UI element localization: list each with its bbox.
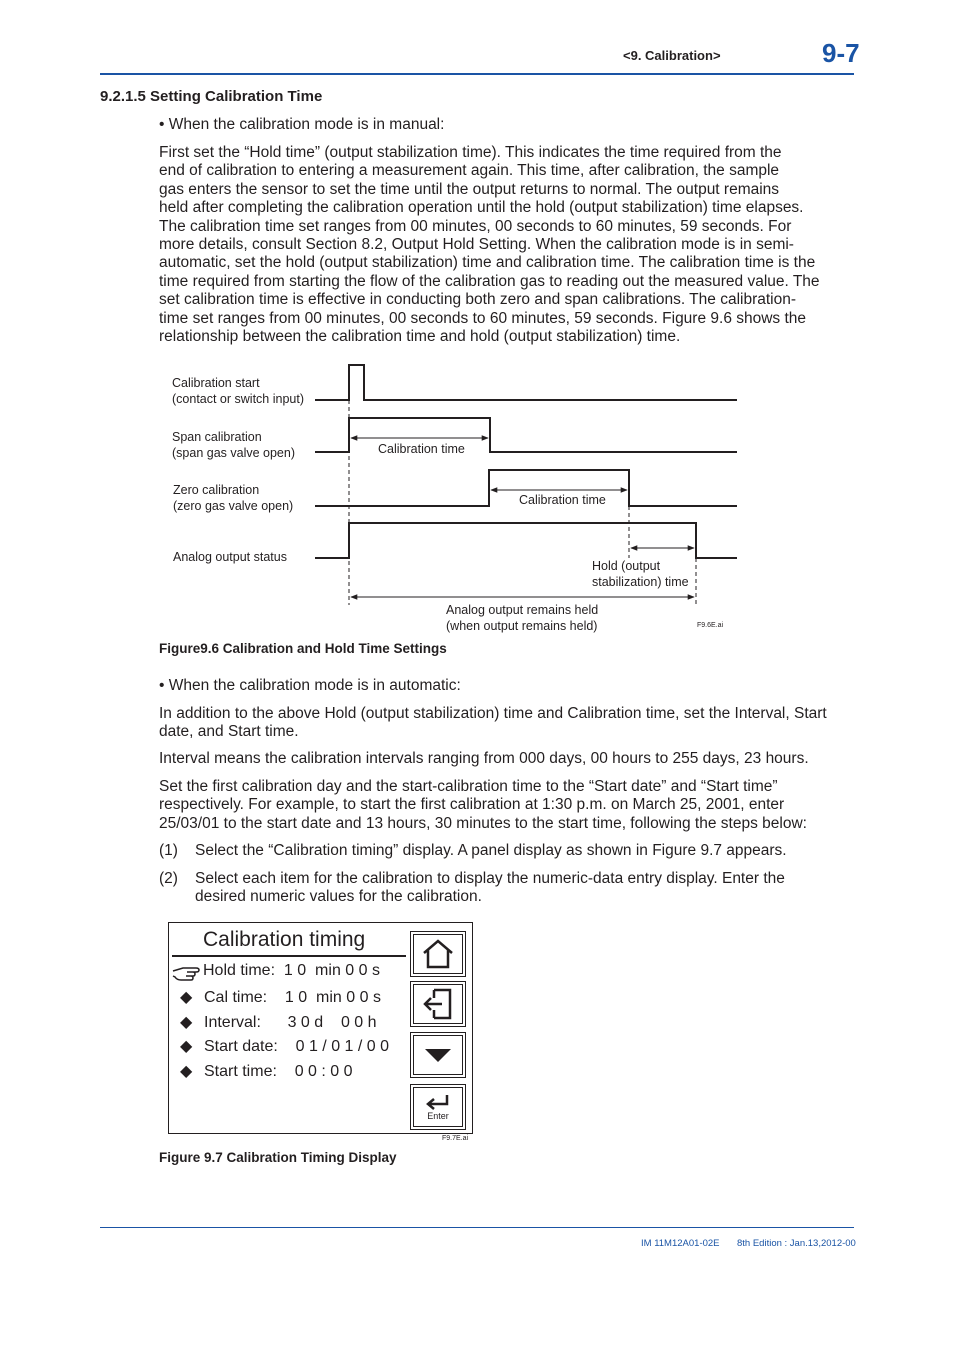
label-line: Analog output remains held xyxy=(446,603,599,617)
row-label: Cal time: xyxy=(204,989,281,1006)
step-number: (1) xyxy=(159,842,178,859)
start-time-row[interactable] xyxy=(180,1061,405,1081)
label-line: stabilization) time xyxy=(592,575,689,589)
footer-rule xyxy=(100,1227,854,1228)
label-line: (span gas valve open) xyxy=(172,446,295,460)
span-time-label: Calibration time xyxy=(378,442,465,456)
zero-time-label: Calibration time xyxy=(519,493,606,507)
zero-label xyxy=(173,482,293,514)
text-line: set calibration time is effective in conducting both zero and span calibrations. The calibration- xyxy=(159,291,797,309)
label-line: Calibration start xyxy=(172,376,260,390)
button-bevel xyxy=(413,934,463,974)
step-number: (2) xyxy=(159,870,178,887)
analog-label: Analog output status xyxy=(173,550,287,564)
text-line: more details, consult Section 8.2, Output Hold Setting. When the calibration mode is in semi- xyxy=(159,236,794,254)
automatic-paragraph-3 xyxy=(159,778,854,833)
header-rule xyxy=(100,73,854,75)
text-line: relationship between the calibration time and hold (output stabilization) time. xyxy=(159,328,681,346)
step-text: Select the “Calibration timing” display. A panel display as shown in Figure 9.7 appears. xyxy=(195,842,787,859)
text-line: held after completing the calibration operation until the hold (output stabilization) time elapses. xyxy=(159,199,804,217)
document-id: IM 11M12A01-02E xyxy=(641,1238,720,1249)
figure-file-id: F9.6E.ai xyxy=(697,622,724,629)
row-label: Start time: xyxy=(204,1063,295,1080)
row-label: Interval: xyxy=(204,1014,284,1031)
cal-time-row[interactable] xyxy=(180,987,405,1007)
step-text xyxy=(195,870,855,907)
enter-label: Enter xyxy=(427,1111,449,1121)
text-line: In addition to the above Hold (output stabilization) time and Calibration time, set the Interval, Start xyxy=(159,705,827,722)
label-line: (zero gas valve open) xyxy=(173,499,294,513)
label-line: Hold (output xyxy=(592,559,661,573)
text-line: Select each item for the calibration to display the numeric-data entry display. Enter the xyxy=(195,870,785,887)
label-line: (contact or switch input) xyxy=(172,392,304,406)
manual-paragraph xyxy=(159,144,854,346)
text-line: gas enters the sensor to set the time until the output returns to normal. The output remains xyxy=(159,180,780,198)
label-line: Span calibration xyxy=(172,430,262,444)
header-section: <9. Calibration> xyxy=(623,48,721,63)
text-line: respectively. For example, to start the first calibration at 1:30 p.m. on March 25, 2001, enter xyxy=(159,796,785,814)
text-line: time required from starting the flow of the calibration gas to reading out the measured value. The xyxy=(159,272,820,290)
scroll-down-button[interactable] xyxy=(410,1032,466,1078)
remains-label xyxy=(446,602,598,634)
edition: 8th Edition : Jan.13,2012-00 xyxy=(737,1238,856,1249)
page-number: 9-7 xyxy=(822,38,860,68)
diamond-bullet-icon: ◆ xyxy=(180,989,193,1006)
enter-button[interactable] xyxy=(410,1084,466,1130)
hold-time-row[interactable] xyxy=(203,962,428,980)
button-bevel xyxy=(413,1087,463,1127)
text-line: desired numeric values for the calibration. xyxy=(195,888,482,906)
diamond-bullet-icon: ◆ xyxy=(180,1014,193,1031)
label-line: Zero calibration xyxy=(173,483,260,497)
cal-start-trace xyxy=(315,365,737,400)
row-value: 1 0 min 0 0 s xyxy=(280,989,381,1006)
automatic-bullet: • When the calibration mode is in automatic: xyxy=(159,677,461,694)
row-label: Start date: xyxy=(204,1038,296,1055)
home-button[interactable] xyxy=(410,931,466,977)
text-line: date, and Start time. xyxy=(159,723,299,741)
text-line: end of calibration to entering a measurement again. This time, after calibration, the sample xyxy=(159,162,780,180)
text-line: time set ranges from 00 minutes, 00 seconds to 60 minutes, 59 seconds. Figure 9.6 shows the xyxy=(159,309,807,327)
cal-start-label xyxy=(172,375,304,407)
text-line: 25/03/01 to the start date and 13 hours, 30 minutes to the start time, following the steps below: xyxy=(159,814,807,832)
row-value: 3 0 d 0 0 h xyxy=(283,1014,377,1031)
section-title: 9.2.1.5 Setting Calibration Time xyxy=(100,88,323,105)
automatic-paragraph-2: Interval means the calibration intervals ranging from 000 days, 00 hours to 255 days, 23 hours. xyxy=(159,750,809,767)
text-line: The calibration time set ranges from 00 minutes, 00 seconds to 60 minutes, 59 seconds. For xyxy=(159,217,792,235)
manual-bullet: • When the calibration mode is in manual: xyxy=(159,116,445,133)
label-line: (when output remains held) xyxy=(446,619,598,633)
diamond-bullet-icon: ◆ xyxy=(180,1063,193,1080)
row-label: Hold time: xyxy=(203,962,284,979)
button-bevel xyxy=(413,1035,463,1075)
figure-caption: Figure9.6 Calibration and Hold Time Settings xyxy=(159,641,447,656)
row-value: 1 0 min 0 0 s xyxy=(283,962,380,979)
text-line: Set the first calibration day and the start-calibration time to the “Start date” and “Start time” xyxy=(159,778,778,795)
diamond-bullet-icon: ◆ xyxy=(180,1038,193,1055)
text-line: automatic, set the hold (output stabilization) time and calibration time. The calibration time is the xyxy=(159,254,816,272)
row-value: 0 0 : 0 0 xyxy=(294,1063,353,1080)
start-date-row[interactable] xyxy=(180,1036,405,1056)
row-value: 0 1 / 0 1 / 0 0 xyxy=(295,1038,390,1055)
hold-time-label xyxy=(592,558,689,590)
text-line: First set the “Hold time” (output stabilization time). This indicates the time required from the xyxy=(159,144,782,161)
panel-file-id: F9.7E.ai xyxy=(442,1135,469,1142)
panel-title: Calibration timing xyxy=(203,928,366,951)
back-button[interactable] xyxy=(410,981,466,1027)
figure-caption: Figure 9.7 Calibration Timing Display xyxy=(159,1150,397,1165)
button-bevel xyxy=(413,984,463,1024)
interval-row[interactable] xyxy=(180,1012,405,1032)
automatic-paragraph-1 xyxy=(159,705,854,742)
pointing-hand-icon xyxy=(172,962,202,982)
panel-title-rule xyxy=(172,955,406,957)
span-label xyxy=(172,429,295,461)
analog-trace xyxy=(315,523,737,558)
